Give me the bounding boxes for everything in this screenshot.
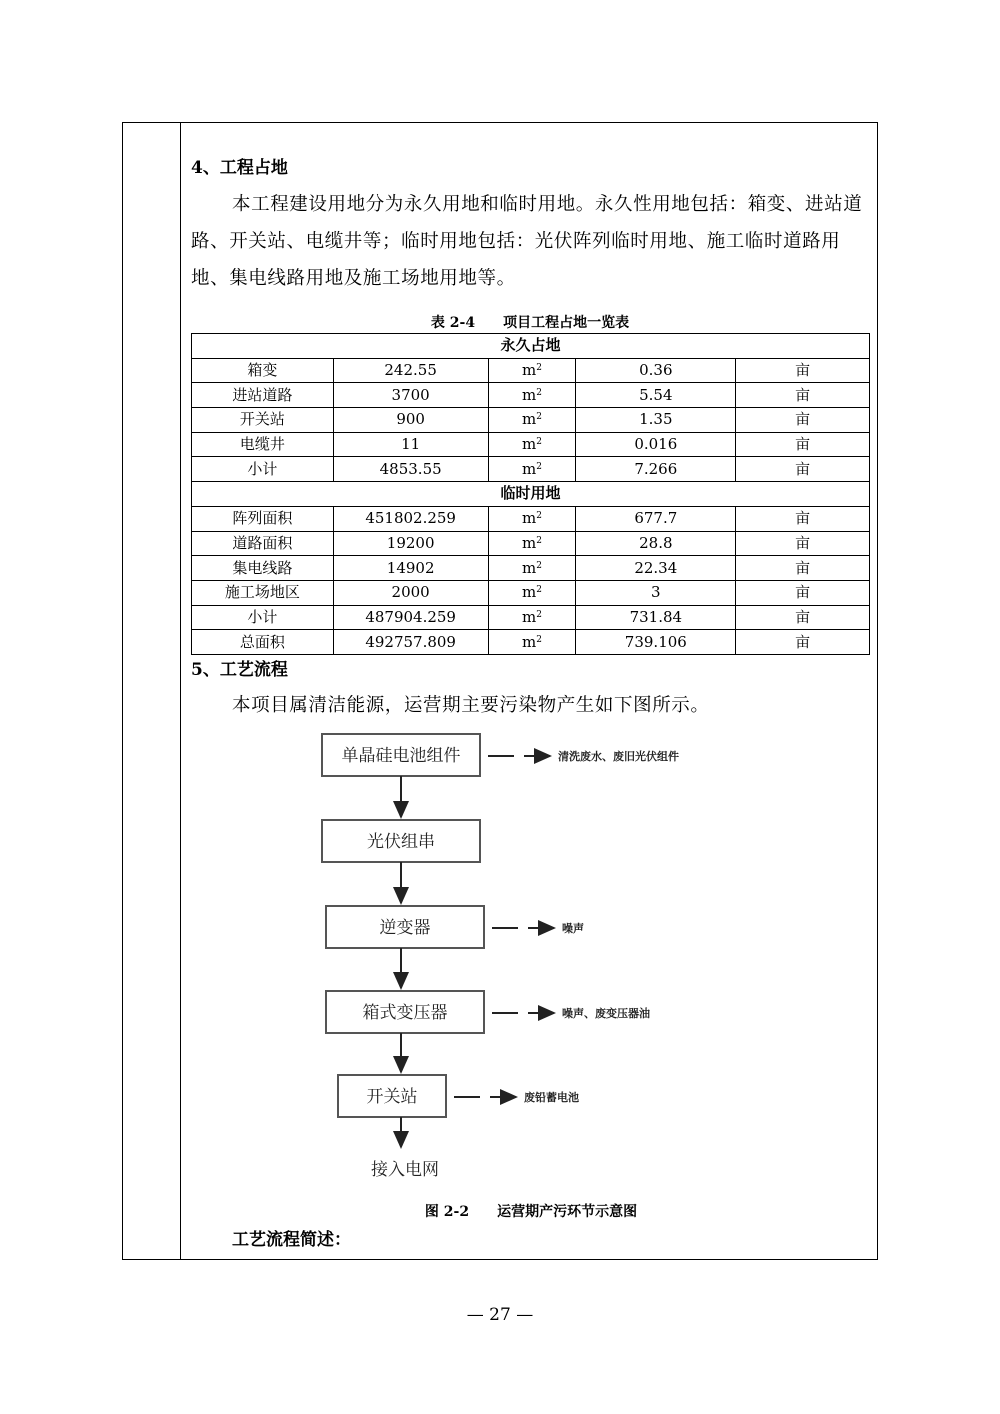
cell-mu-unit: 亩 xyxy=(736,358,870,383)
section4-paragraph: 本工程建设用地分为永久用地和临时用地。永久性用地包括：箱变、进站道路、开关站、电缆井等；临时用地包括：光伏阵列临时用地、施工临时道路用地、集电线路用地及施工场地用地等。 xyxy=(191,194,863,289)
cell-area: 900 xyxy=(333,408,488,433)
cell-mu: 1.35 xyxy=(576,408,736,433)
flow-node-label: 逆变器 xyxy=(379,918,431,938)
cell-name: 小计 xyxy=(192,457,334,482)
cell-mu-unit: 亩 xyxy=(736,580,870,605)
section5-title: 5、工艺流程 xyxy=(191,660,288,680)
cell-name: 箱变 xyxy=(192,358,334,383)
cell-area: 492757.809 xyxy=(333,630,488,655)
cell-name: 电缆井 xyxy=(192,432,334,457)
cell-mu-unit: 亩 xyxy=(736,432,870,457)
flow-output-label: 噪声、废变压器油 xyxy=(562,1007,650,1020)
page-number: — 27 — xyxy=(466,1305,534,1325)
cell-unit: $m^2$ xyxy=(488,383,576,408)
summary-label: 工艺流程简述： xyxy=(232,1230,351,1250)
cell-name: 总面积 xyxy=(192,630,334,655)
cell-name: 集电线路 xyxy=(192,556,334,581)
cell-unit: $m^2$ xyxy=(488,457,576,482)
flow-output-label: 噪声 xyxy=(562,922,584,935)
cell-mu: 677.7 xyxy=(576,506,736,531)
cell-unit: $m^2$ xyxy=(488,506,576,531)
cell-mu: 739.106 xyxy=(576,630,736,655)
cell-area: 451802.259 xyxy=(333,506,488,531)
cell-mu-unit: 亩 xyxy=(736,605,870,630)
cell-mu: 731.84 xyxy=(576,605,736,630)
cell-mu: 22.34 xyxy=(576,556,736,581)
flow-node-label: 单晶硅电池组件 xyxy=(341,746,461,766)
flow-node-label: 开关站 xyxy=(366,1087,418,1107)
cell-mu-unit: 亩 xyxy=(736,383,870,408)
cell-unit: $m^2$ xyxy=(488,630,576,655)
cell-mu: 3 xyxy=(576,580,736,605)
cell-area: 242.55 xyxy=(333,358,488,383)
cell-unit: $m^2$ xyxy=(488,408,576,433)
cell-mu: 0.36 xyxy=(576,358,736,383)
cell-area: 487904.259 xyxy=(333,605,488,630)
cell-name: 阵列面积 xyxy=(192,506,334,531)
cell-unit: $m^2$ xyxy=(488,580,576,605)
flow-node-label: 光伏组串 xyxy=(367,832,435,852)
cell-name: 道路面积 xyxy=(192,531,334,556)
cell-area: 4853.55 xyxy=(333,457,488,482)
cell-unit: $m^2$ xyxy=(488,605,576,630)
cell-area: 11 xyxy=(333,432,488,457)
flow-end-label: 接入电网 xyxy=(371,1160,439,1180)
cell-mu: 7.266 xyxy=(576,457,736,482)
cell-area: 3700 xyxy=(333,383,488,408)
cell-area: 19200 xyxy=(333,531,488,556)
cell-unit: $m^2$ xyxy=(488,432,576,457)
cell-mu-unit: 亩 xyxy=(736,556,870,581)
cell-name: 小计 xyxy=(192,605,334,630)
cell-unit: $m^2$ xyxy=(488,556,576,581)
cell-name: 进站道路 xyxy=(192,383,334,408)
figure-caption: 图 2-2 运营期产污环节示意图 xyxy=(424,1204,638,1220)
cell-unit: $m^2$ xyxy=(488,358,576,383)
cell-name: 施工场地区 xyxy=(192,580,334,605)
cell-mu-unit: 亩 xyxy=(736,531,870,556)
cell-mu-unit: 亩 xyxy=(736,506,870,531)
cell-mu-unit: 亩 xyxy=(736,408,870,433)
table-caption: 表 2-4 项目工程占地一览表 xyxy=(430,315,630,331)
flow-node-label: 箱式变压器 xyxy=(362,1003,448,1023)
cell-area: 14902 xyxy=(333,556,488,581)
cell-mu-unit: 亩 xyxy=(736,630,870,655)
cell-mu: 0.016 xyxy=(576,432,736,457)
cell-area: 2000 xyxy=(333,580,488,605)
temporary-header: 临时用地 xyxy=(192,482,870,507)
cell-mu: 5.54 xyxy=(576,383,736,408)
cell-mu: 28.8 xyxy=(576,531,736,556)
flow-output-label: 清洗废水、废旧光伏组件 xyxy=(558,750,679,763)
flow-output-label: 废铅蓄电池 xyxy=(524,1091,579,1104)
section5-paragraph: 本项目属清洁能源，运营期主要污染物产生如下图所示。 xyxy=(232,695,710,716)
cell-unit: $m^2$ xyxy=(488,531,576,556)
cell-mu-unit: 亩 xyxy=(736,457,870,482)
cell-name: 开关站 xyxy=(192,408,334,433)
permanent-header: 永久占地 xyxy=(192,334,870,359)
section4-title: 4、工程占地 xyxy=(191,158,288,178)
